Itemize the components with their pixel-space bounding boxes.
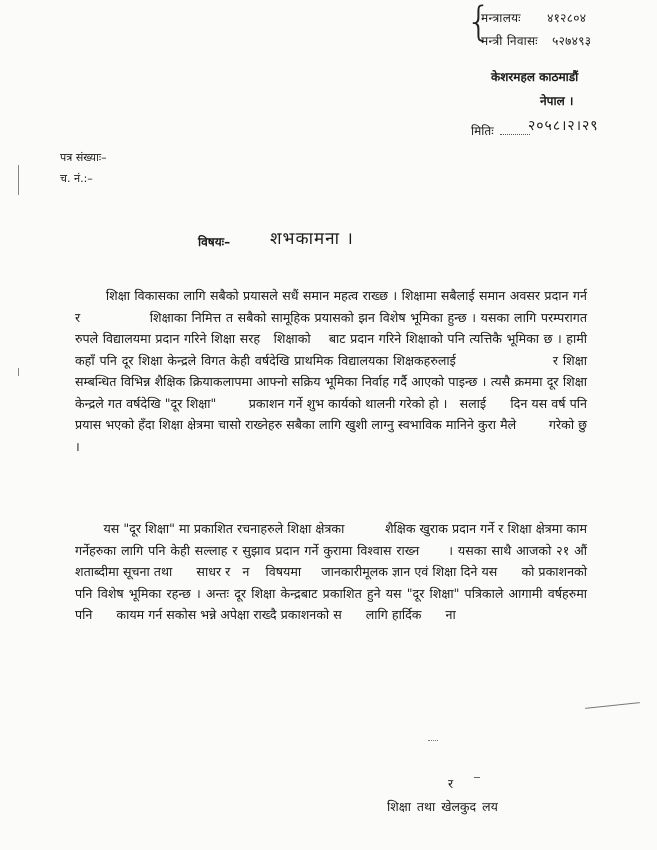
scan-edge-mark [18, 165, 19, 195]
contact-ministry-label: मन्त्रालयः [481, 11, 521, 25]
signature-initial: र [448, 776, 454, 791]
contact-brace: { [466, 0, 492, 45]
body-paragraph-1: शिक्षा विकासका लागि सबैको प्रयासले सधैं समान महत्व राख्छ । शिक्षामा सबैलाई समान अवसर प्रदान गर्न र शिक्षाका निमित्त त सबैको सामूहिक प्रयासको झन विशेष भूमिका हुन्छ । यसका लागि परम्परागत रुपले विद्यालयमा प्रदान गरिने शिक्षा सरह शिक्षाको बाट प्रदान गरिने शिक्षाको पनि त्यत्तिकै भूमिका छ । हामी कहाँ पनि दूर शिक्षा केन्द्रले विगत केही वर्षदेखि प्राथमिक विद्यालयका शिक्षकहरुलाई र शिक्षा सम्बन्धित विभिन्न शैक्षिक क्रियाकलापमा आफ्नो सक्रिय भूमिका निर्वाह गर्दै आएको पाइन्छ । त्यसै क्रममा दूर शिक्षा केन्द्रले गत वर्षदेखि "दूर शिक्षा" प्रकाशन गर्ने शुभ कार्यको थालनी गरेको हो । सलाई दिन यस वर्ष पनि प्रयास भएको हँदा शिक्षा क्षेत्रमा चासो राख्नेहरु सबैका लागि खुशी लाग्नु स्वभाविक मानिने कुरा मैले गरेको छु । [75, 288, 604, 454]
pen-stroke [585, 702, 640, 709]
signature-office: शिक्षा तथा खेलकुद लय [387, 799, 498, 814]
signature-dash [474, 777, 480, 778]
scan-edge-mark [18, 368, 19, 376]
date-dotted-line [500, 134, 530, 135]
letter-number-label: पत्र संख्याः– [60, 151, 107, 164]
subject-label: विषयः– [198, 235, 231, 249]
contact-ministry [481, 9, 586, 26]
contact-ministry-number: ४१२८०४ [547, 11, 587, 25]
address-line-1: केशरमहल काठमाडौं [491, 70, 579, 84]
pen-dot [428, 736, 438, 741]
date-label: मितिः [471, 124, 494, 138]
contact-residence-number: ५२७४९३ [552, 34, 592, 48]
date-value: २०५८।२।२९ [528, 118, 599, 134]
contact-residence-label: मन्त्री निवासः [481, 34, 538, 48]
dispatch-number-label: च. नं.:– [60, 172, 93, 185]
contact-minister-residence [481, 32, 591, 49]
subject-title: शभकामना । [270, 229, 354, 249]
address-line-2: नेपाल । [540, 94, 574, 108]
body-paragraph-2: यस "दूर शिक्षा" मा प्रकाशित रचनाहरुले शिक्षा क्षेत्रका शैक्षिक खुराक प्रदान गर्ने र शिक्षा क्षेत्रमा काम गर्नेहरुका लागि पनि केही सल्लाह र सुझाव प्रदान गर्ने कुरामा विश्वास राख्न । यसका साथै आजको २१ औं शताब्दीमा सूचना तथा साधर र न विषयमा जानकारीमूलक ज्ञान एवं शिक्षा दिने यस को प्रकाशनको पनि विशेष भूमिका रहन्छ । अन्तः दूर शिक्षा केन्द्रबाट प्रकाशित हुने यस "दूर शिक्षा" पत्रिकाले आगामी वर्षहरुमा पनि कायम गर्न सकोस भन्ने अपेक्षा राख्दै प्रकाशनको स लागि हार्दिक ना [75, 521, 592, 622]
